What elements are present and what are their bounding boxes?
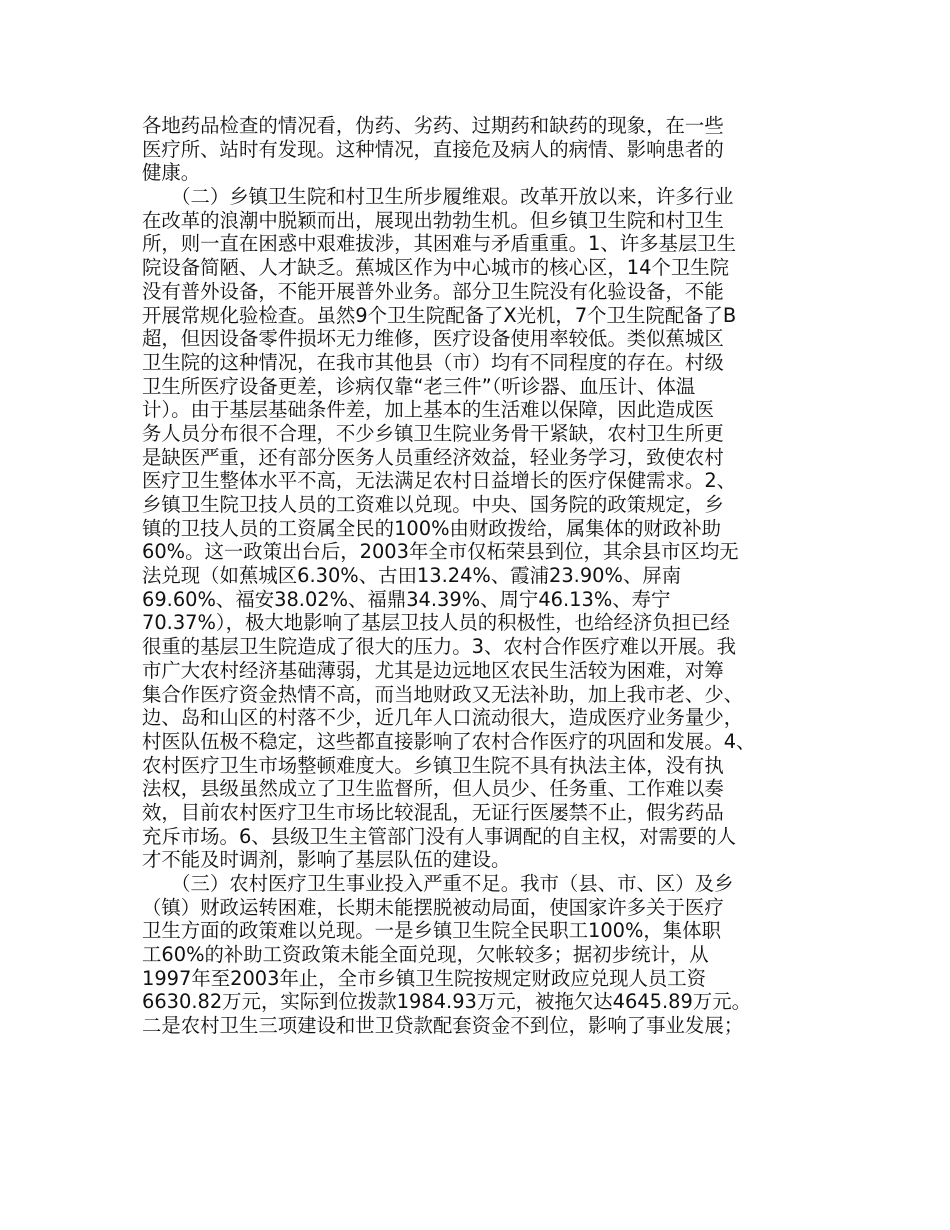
text-line: 1997年至2003年止，全市乡镇卫生院按规定财政应兑现人员工资 (142, 966, 707, 990)
text-line: 镇的卫技人员的工资属全民的100%由财政拨给，属集体的财政补助 (142, 516, 721, 540)
text-line: 在改革的浪潮中脱颖而出，展现出勃勃生机。但乡镇卫生院和村卫生 (142, 208, 724, 232)
text-line: 农村医疗卫生市场整顿难度大。乡镇卫生院不具有执法主体，没有执 (142, 753, 724, 777)
text-line: 乡镇卫生院卫技人员的工资难以兑现。中央、国务院的政策规定，乡 (142, 493, 724, 516)
text-line: 边、岛和山区的村落不少，近几年人口流动很大，造成医疗业务量少， (142, 706, 744, 730)
text-line: 是缺医严重，还有部分医务人员重经济效益，轻业务学习，致使农村 (142, 445, 724, 469)
text-line: 市广大农村经济基础薄弱，尤其是边远地区农民生活较为困难，对筹 (142, 658, 724, 682)
text-line: 医疗所、站时有发现。这种情况，直接危及病人的病情、影响患者的 (142, 137, 724, 161)
text-line: 卫生方面的政策难以兑现。一是乡镇卫生院全民职工100%，集体职 (142, 919, 721, 943)
text-line: 法权，县级虽然成立了卫生监督所，但人员少、任务重、工作难以奏 (142, 777, 724, 801)
text-line: 充斥市场。6、县级卫生主管部门没有人事调配的自主权，对需要的人 (142, 824, 737, 848)
text-line: 健康。 (142, 161, 201, 185)
text-line: 法兑现（如蕉城区6.30%、古田13.24%、霞浦23.90%、屏南 (142, 564, 682, 588)
text-line: 所，则一直在困惑中艰难拔涉，其困难与矛盾重重。1、许多基层卫生 (142, 232, 737, 256)
text-line: 工60%的补助工资政策未能全面兑现，欠帐较多；据初步统计，从 (142, 943, 709, 967)
text-line: 超，但因设备零件损坏无力维修，医疗设备使用率较低。类似蕉城区 (142, 327, 724, 351)
text-line: 6630.82万元，实际到位拨款1984.93万元，被拖欠达4645.89万元。 (142, 990, 751, 1014)
text-line: 计）。由于基层基础条件差，加上基本的生活难以保障，因此造成医 (142, 398, 715, 422)
text-line: （二）乡镇卫生院和村卫生所步履维艰。改革开放以来，许多行业 (142, 185, 734, 209)
text-line: 卫生所医疗设备更差，诊病仅靠“老三件”（听诊器、血压计、体温 (142, 374, 696, 398)
text-line: 没有普外设备，不能开展普外业务。部分卫生院没有化验设备，不能 (142, 279, 724, 303)
text-line: 务人员分布很不合理，不少乡镇卫生院业务骨干紧缺，农村卫生所更 (142, 421, 724, 445)
text-line: 60%。这一政策出台后，2003年全市仅柘荣县到位，其余县市区均无 (142, 540, 739, 564)
text-line: 院设备简陋、人才缺乏。蕉城区作为中心城市的核心区，14个卫生院 (142, 256, 730, 280)
body-text (142, 114, 822, 1038)
text-line: 二是农村卫生三项建设和世卫贷款配套资金不到位，影响了事业发展； (142, 1014, 744, 1038)
text-line: 卫生院的这种情况，在我市其他县（市）均有不同程度的存在。村级 (142, 350, 724, 374)
text-line: （三）农村医疗卫生事业投入严重不足。我市（县、市、区）及乡 (142, 872, 734, 895)
text-line: 开展常规化验检查。虽然9个卫生院配备了X光机，7个卫生院配备了B (142, 303, 737, 327)
text-line: 才不能及时调剂，影响了基层队伍的建设。 (142, 848, 511, 872)
text-line: 效，目前农村医疗卫生市场比较混乱，无证行医屡禁不止，假劣药品 (142, 800, 724, 824)
text-line: （镇）财政运转困难，长期未能摆脱被动局面，使国家许多关于医疗 (142, 895, 724, 919)
text-line: 集合作医疗资金热情不高，而当地财政又无法补助，加上我市老、少、 (142, 682, 744, 706)
text-line: 69.60%、福安38.02%、福鼎34.39%、周宁46.13%、寿宁 (142, 587, 671, 611)
text-line: 各地药品检查的情况看，伪药、劣药、过期药和缺药的现象，在一些 (142, 114, 724, 137)
text-line: 很重的基层卫生院造成了很大的压力。3、农村合作医疗难以开展。我 (142, 635, 737, 659)
text-line: 村医队伍极不稳定，这些都直接影响了农村合作医疗的巩固和发展。4、 (142, 729, 756, 753)
text-line: 医疗卫生整体水平不高，无法满足农村日益增长的医疗保健需求。2、 (142, 469, 737, 493)
text-line: 70.37%），极大地影响了基层卫技人员的积极性，也给经济负担已经 (142, 611, 730, 635)
